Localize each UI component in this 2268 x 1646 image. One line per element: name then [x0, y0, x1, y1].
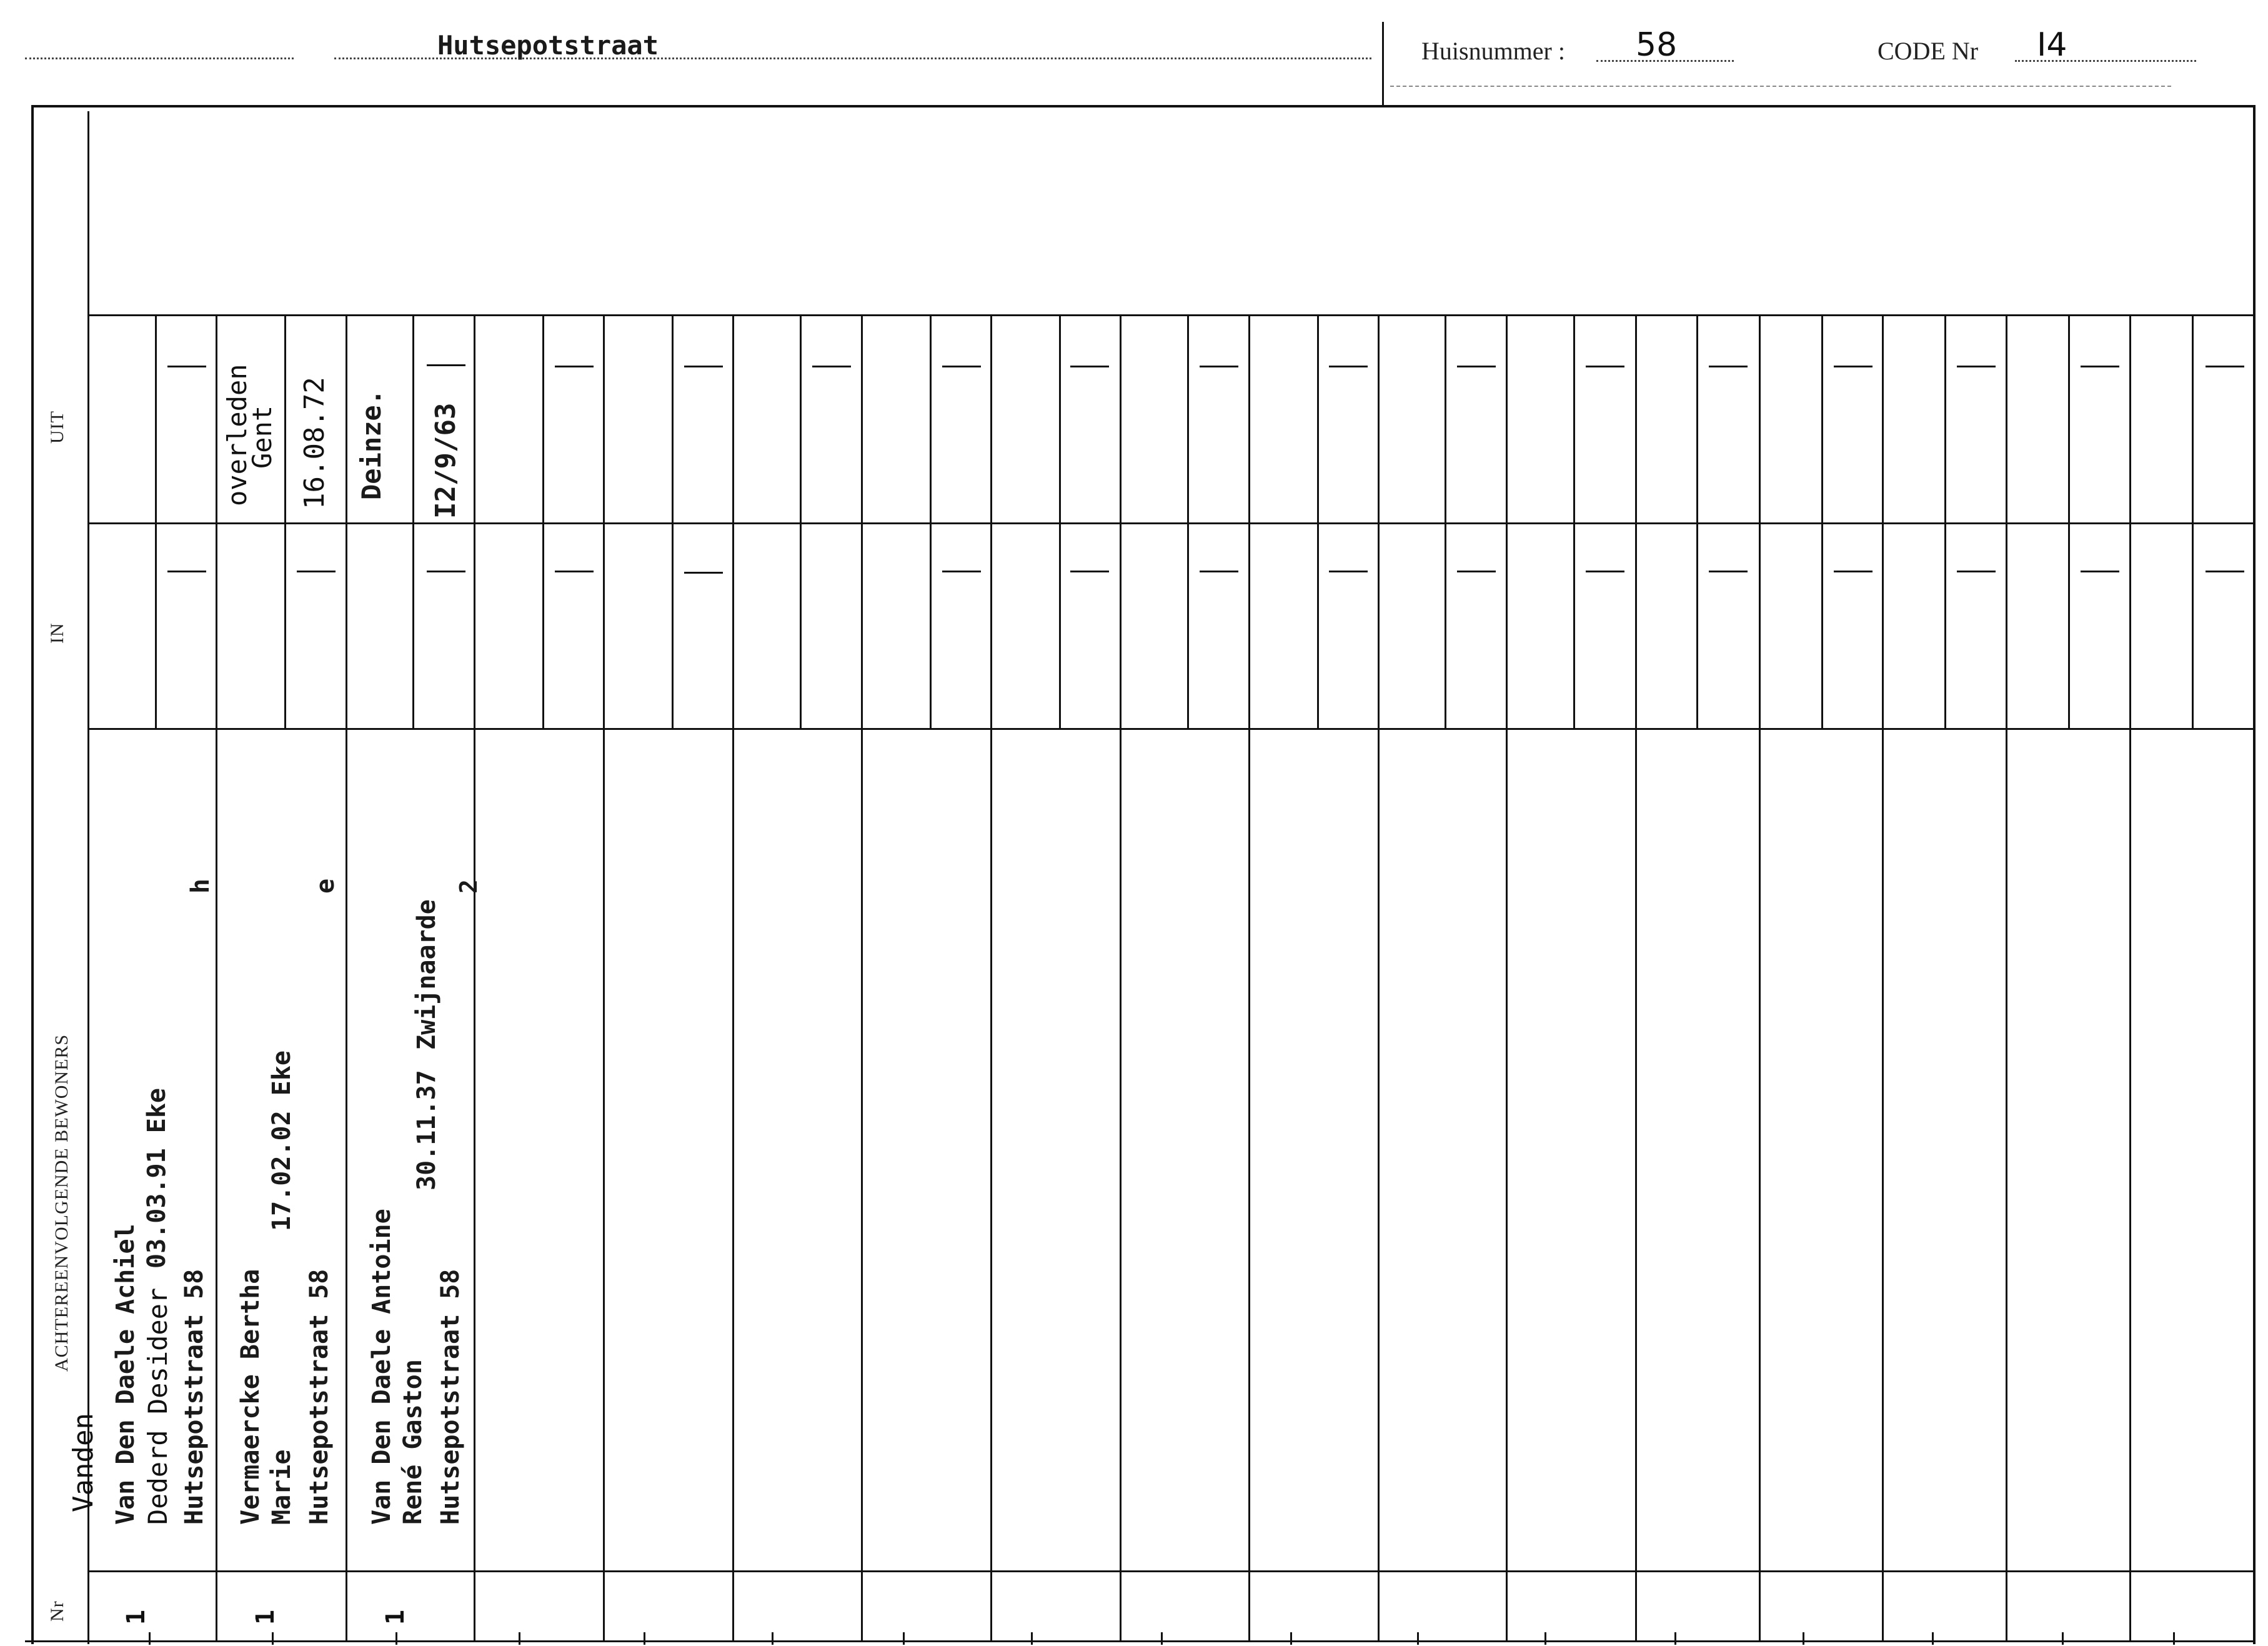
entry-1-mark: h: [186, 878, 215, 894]
bottom-tick: [1290, 1632, 1292, 1645]
in-dash: [2081, 571, 2119, 572]
sub-col-line: [1573, 314, 1575, 728]
entry-2-birth: 17.02.02 Eke: [267, 1050, 296, 1231]
bottom-tick: [149, 1632, 151, 1645]
huisnummer-label: Huisnummer :: [1421, 37, 1565, 65]
bewoners-section-label: ACHTEREENVOLGENDE BEWONERS: [51, 1034, 72, 1372]
uit-dash: [555, 366, 594, 367]
sub-col-line: [1187, 314, 1189, 728]
col-line: [1378, 314, 1380, 1642]
entry-1-nr: 1: [122, 1609, 151, 1625]
col-line: [474, 314, 475, 1642]
entry-1-firstnames: Dederd Desideer: [142, 1287, 173, 1525]
entry-2-uit-line1: overleden: [222, 364, 252, 506]
sub-col-line: [412, 314, 414, 728]
col-line: [1759, 314, 1761, 1642]
bottom-tick: [519, 1632, 520, 1645]
in-bewoners-divider: [87, 728, 2253, 730]
entry-2-nr: 1: [251, 1609, 280, 1625]
sub-col-line: [1821, 314, 1823, 728]
entry-3-uit-date: I2/9/63: [430, 402, 462, 519]
col-line: [2006, 314, 2007, 1642]
in-dash: [1834, 571, 1873, 572]
in-dash: [942, 571, 981, 572]
bottom-tick: [2173, 1632, 2175, 1645]
col-line: [732, 314, 734, 1642]
code-value: I4: [2037, 26, 2067, 64]
entry-3-birthplace: Zwijnaarde: [412, 899, 441, 1050]
uit-dash: [942, 366, 981, 367]
header-underline: [1390, 84, 2171, 87]
entry-3-uit-place: Deinze.: [356, 389, 387, 500]
uit-dash: [1957, 366, 1996, 367]
code-label: CODE Nr: [1878, 37, 1979, 65]
header-divider: [1382, 22, 1384, 106]
bottom-tick: [1161, 1632, 1163, 1645]
col-line: [1506, 314, 1508, 1642]
uit-dash: [1070, 366, 1109, 367]
entry-2-name: Vermaercke Bertha: [236, 1269, 265, 1525]
bottom-tick: [1932, 1632, 1934, 1645]
entry-1-birth: 03.03.91 Eke: [142, 1088, 171, 1269]
entry-1-name: Van Den Daele Achiel: [111, 1224, 140, 1525]
in-dash: [2206, 571, 2244, 572]
uit-dash: [812, 366, 851, 367]
in-dash: [1070, 571, 1109, 572]
in-section-label: IN: [47, 622, 67, 644]
sub-col-line: [1317, 314, 1319, 728]
entry-3-birthdate: 30.11.37: [412, 1070, 441, 1190]
in-dash: [1457, 571, 1496, 572]
entry-2-uit-line2: Gent: [247, 405, 277, 469]
bottom-tick: [1544, 1632, 1546, 1645]
entry-3-name: Van Den Daele Antoine: [367, 1209, 396, 1525]
huisnummer-value: 58: [1636, 26, 1678, 64]
entry-2-uit-date: 16.08.72: [299, 377, 331, 509]
uit-dash: [1709, 366, 1748, 367]
sub-col-line: [542, 314, 544, 728]
sub-col-line: [284, 314, 286, 728]
uit-dash: [1457, 366, 1496, 367]
bottom-tick: [2062, 1632, 2064, 1645]
sub-col-line: [1944, 314, 1946, 728]
col-line: [1120, 314, 1122, 1642]
sub-col-line: [930, 314, 932, 728]
entry-2-uit: [222, 364, 277, 506]
street-name: Hutsepotstraat: [437, 30, 659, 61]
col-line: [1882, 314, 1884, 1642]
bottom-line: [25, 1640, 2256, 1642]
bottom-tick: [1031, 1632, 1033, 1645]
bottom-tick: [1674, 1632, 1676, 1645]
bottom-tick: [644, 1632, 645, 1645]
sub-col-line: [2192, 314, 2194, 728]
uit-dash: [2081, 366, 2119, 367]
entry-2-address: Hutsepotstraat 58: [305, 1269, 334, 1525]
entry-3-nr: 1: [381, 1609, 410, 1625]
col-line: [346, 314, 347, 1642]
in-dash: [297, 571, 336, 572]
entry-1-margin-note: Vanden: [67, 1413, 99, 1512]
col-line: [2129, 314, 2131, 1642]
sub-col-line: [155, 314, 157, 728]
entry-2-mark: e: [311, 878, 340, 894]
col-line: [990, 314, 992, 1642]
sub-col-line: [1696, 314, 1698, 728]
col-line: [861, 314, 863, 1642]
uit-dash: [427, 364, 465, 366]
entry-2-firstnames: Marie: [267, 1449, 296, 1525]
uit-dash: [167, 366, 206, 367]
entry-1-address: Hutsepotstraat 58: [180, 1269, 209, 1525]
in-dash: [167, 571, 206, 572]
sub-col-line: [1059, 314, 1061, 728]
bewoners-nr-divider: [87, 1570, 2253, 1572]
uit-section-label: UIT: [47, 411, 67, 444]
bottom-tick: [272, 1632, 274, 1645]
entry-3-address: Hutsepotstraat 58: [436, 1269, 465, 1525]
in-dash: [1586, 571, 1624, 572]
in-dash: [1200, 571, 1238, 572]
col-line: [603, 314, 605, 1642]
col-line: [1248, 314, 1250, 1642]
in-dash: [1329, 571, 1368, 572]
entry-3-mark: 2: [455, 879, 482, 894]
sub-col-line: [1445, 314, 1446, 728]
bottom-tick: [772, 1632, 773, 1645]
sub-col-line: [2068, 314, 2070, 728]
in-dash: [427, 571, 465, 572]
in-dash: [1957, 571, 1996, 572]
in-dash: [555, 571, 594, 572]
uit-dash: [2206, 366, 2244, 367]
uit-dash: [1329, 366, 1368, 367]
uit-dash: [1834, 366, 1873, 367]
in-dash: [684, 572, 723, 574]
uit-dash: [1200, 366, 1238, 367]
col-line: [1635, 314, 1637, 1642]
bottom-tick: [395, 1632, 397, 1645]
bottom-tick: [1417, 1632, 1419, 1645]
bottom-tick: [1803, 1632, 1804, 1645]
uit-dash: [684, 366, 723, 367]
uit-dash: [1586, 366, 1624, 367]
sub-col-line: [672, 314, 674, 728]
bottom-tick: [903, 1632, 905, 1645]
sub-col-line: [800, 314, 802, 728]
nr-section-label: Nr: [47, 1600, 67, 1622]
register-table: [31, 105, 2256, 1644]
header-dotline-left: [25, 57, 294, 59]
in-dash: [1709, 571, 1748, 572]
entry-3-firstnames: René Gaston: [399, 1359, 427, 1525]
col-line: [216, 314, 217, 1642]
